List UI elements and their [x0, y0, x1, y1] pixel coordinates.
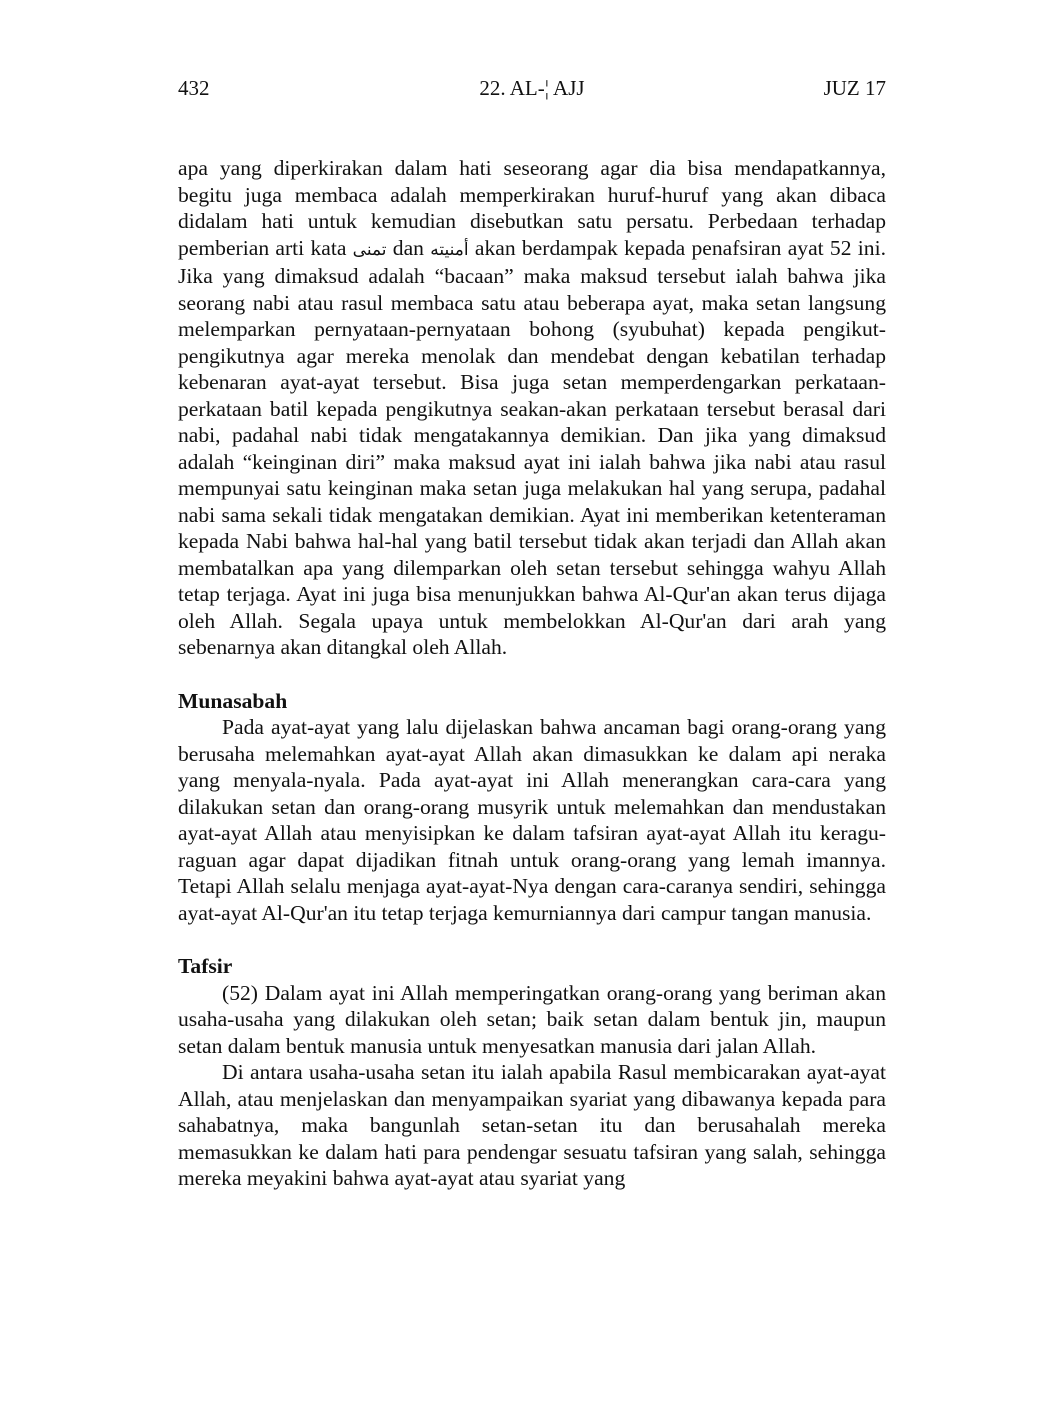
- arabic-word-tamanna: تمنى: [352, 239, 387, 260]
- arabic-word-umniyyatihi: أمنيته: [430, 239, 469, 260]
- tafsir-paragraph-52: (52) Dalam ayat ini Allah memperingatkan orang-orang yang beriman akan usaha-usaha yang dilakukan oleh setan; baik setan dalam bentuk jin, maupun setan dalam bentuk manusia untuk menyesatkan manusia dari jalan Allah.: [178, 980, 886, 1058]
- page-number: 432: [178, 76, 210, 100]
- tafsir-heading: Tafsir: [178, 954, 233, 978]
- intro-text-part-2: dan: [386, 235, 431, 260]
- body-text: [178, 155, 886, 1192]
- juz-label: JUZ 17: [823, 76, 886, 100]
- intro-text-part-3: akan berdampak kepada penafsiran ayat 52 ini. Jika yang dimaksud adalah “bacaan” maka maksud tersebut ialah bahwa jika seorang nabi atau rasul membaca satu atau beberapa ayat, maka setan langsung melemparkan pernyataan-pernyataan bohong (syubuhat) kepada pengikut-pengikutnya agar mereka menolak dan mendebat dengan kebatilan terhadap kebenaran ayat-ayat tersebut. Bisa juga setan memperdengarkan perkataan-perkataan batil kepada pengikutnya seakan-akan perkataan tersebut berasal dari nabi, padahal nabi tidak mengatakannya demikian. Dan jika yang dimaksud adalah “keinginan diri” maka maksud ayat ini ialah bahwa jika nabi atau rasul mempunyai satu keinginan maka setan juga melakukan hal yang serupa, padahal nabi sama sekali tidak mengatakan demikian. Ayat ini memberikan ketenteraman kepada Nabi bahwa hal-hal yang batil tersebut tidak akan terjadi dan Allah akan membatalkan apa yang dilemparkan oleh setan tersebut sehingga wahyu Allah tetap terjaga. Ayat ini juga bisa menunjukkan bahwa Al-Qur'an akan terus dijaga oleh Allah. Segala upaya untuk membelokkan Al-Qur'an dari arah yang sebenarnya akan ditangkal oleh Allah.: [178, 235, 886, 659]
- munasabah-paragraph: Pada ayat-ayat yang lalu dijelaskan bahwa ancaman bagi orang-orang yang berusaha melemahkan ayat-ayat Allah akan dimasukkan ke dalam api neraka yang menyala-nyala. Pada ayat-ayat ini Allah menerangkan cara-cara yang dilakukan setan dan orang-orang musyrik untuk melemahkan dan mendustakan ayat-ayat Allah atau menyisipkan ke dalam tafsiran ayat-ayat Allah itu keragu-raguan agar dapat dijadikan fitnah untuk orang-orang yang lemah imannya. Tetapi Allah selalu menjaga ayat-ayat-Nya dengan cara-caranya sendiri, sehingga ayat-ayat Al-Qur'an itu tetap terjaga kemurniannya dari campur tangan manusia.: [178, 715, 886, 925]
- running-header: [178, 73, 886, 103]
- munasabah-heading: Munasabah: [178, 688, 288, 713]
- tafsir-paragraph-continued: Di antara usaha-usaha setan itu ialah apabila Rasul membicarakan ayat-ayat Allah, atau menjelaskan dan menyampaikan syariat yang dibawanya kepada para sahabatnya, maka bangunlah setan-setan itu dan berusahalah mereka memasukkan ke dalam hati para pendengar sesuatu tafsiran yang salah, sehingga mereka meyakini bahwa ayat-ayat atau syariat yang: [178, 1060, 886, 1190]
- intro-text-part-1: apa yang diperkirakan dalam hati seseorang agar dia bisa mendapatkannya, begitu juga membaca adalah memperkirakan huruf-huruf yang akan dibaca didalam hati untuk kemudian disebutkan satu persatu. Perbedaan terhadap pemberian arti kata: [178, 156, 886, 260]
- chapter-title: 22. AL-¦ AJJ: [479, 76, 585, 100]
- intro-paragraph: [178, 155, 886, 661]
